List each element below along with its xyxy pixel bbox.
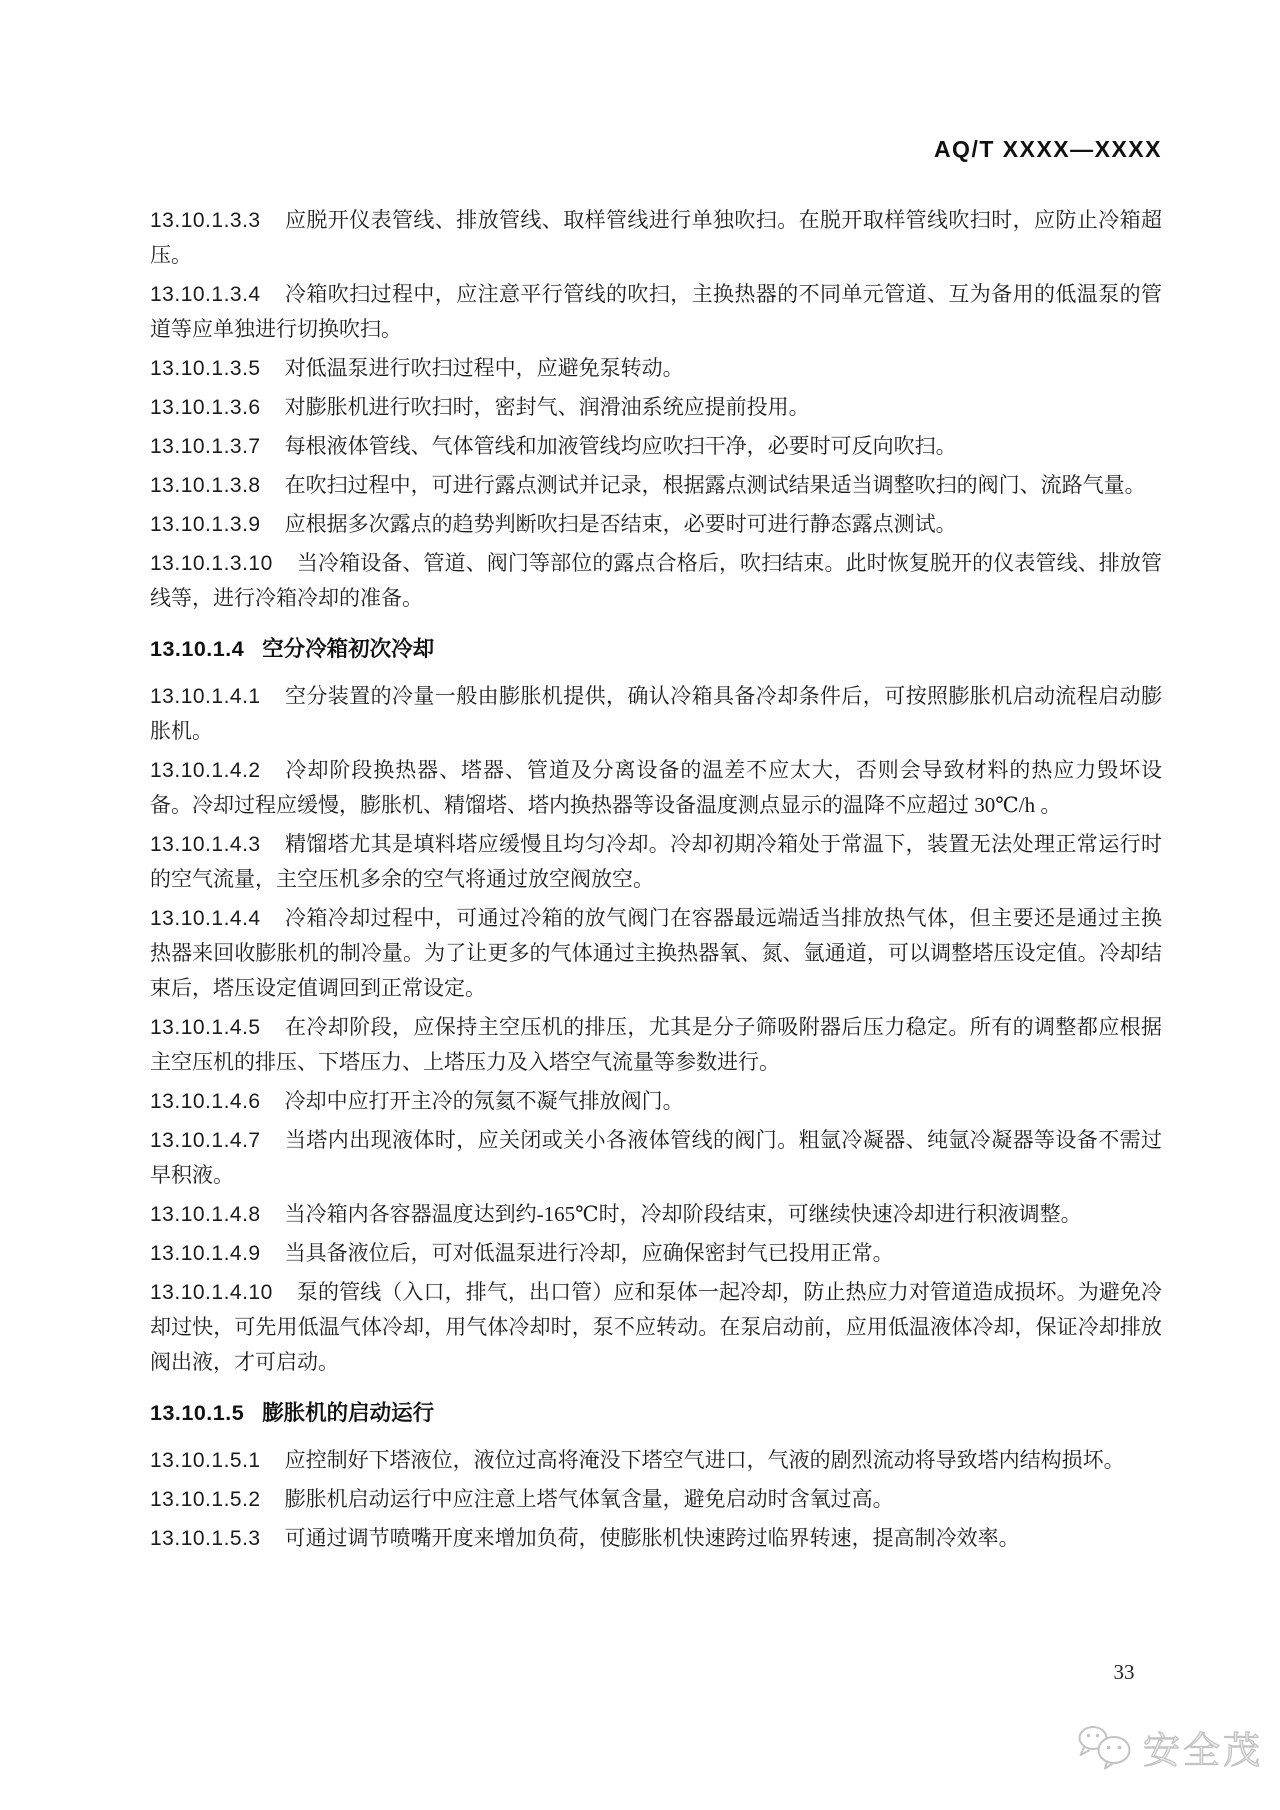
clause-number: 13.10.1.4.9	[150, 1242, 261, 1265]
clause-number: 13.10.1.5	[150, 1401, 245, 1425]
clause-number: 13.10.1.4.7	[150, 1129, 261, 1152]
clause-paragraph	[150, 753, 1162, 823]
document-code-header: AQ/T XXXX—XXXX	[933, 136, 1162, 162]
clause-paragraph	[150, 277, 1162, 347]
clause-text: 空分装置的冷量一般由膨胀机提供，确认冷箱具备冷却条件后，可按照膨胀机启动流程启动膨胀机。	[150, 684, 1162, 743]
heading-text: 膨胀机的启动运行	[262, 1401, 435, 1425]
wechat-logo-icon	[1074, 1723, 1136, 1771]
clause-number: 13.10.1.4.5	[150, 1016, 261, 1039]
clause-number: 13.10.1.5.1	[150, 1449, 261, 1472]
section-heading	[150, 1396, 1162, 1431]
clause-text: 冷箱吹扫过程中，应注意平行管线的吹扫，主换热器的不同单元管道、互为备用的低温泵的管道等应单独进行切换吹扫。	[150, 282, 1162, 341]
page-number: 33	[1113, 1660, 1135, 1684]
clause-number: 13.10.1.3.10	[150, 552, 273, 575]
clause-paragraph	[150, 1521, 1162, 1556]
clause-text: 膨胀机启动运行中应注意上塔气体氧含量，避免启动时含氧过高。	[284, 1487, 894, 1511]
clause-text: 当具备液位后，可对低温泵进行冷却，应确保密封气已投用正常。	[284, 1241, 894, 1265]
clause-text: 冷却中应打开主冷的氖氦不凝气排放阀门。	[284, 1089, 684, 1113]
clause-number: 13.10.1.5.3	[150, 1527, 261, 1550]
clause-text: 当冷箱设备、管道、阀门等部位的露点合格后，吹扫结束。此时恢复脱开的仪表管线、排放管线等，进行冷箱冷却的准备。	[150, 551, 1162, 610]
clause-paragraph	[150, 1482, 1162, 1517]
clause-paragraph	[150, 507, 1162, 542]
clause-text: 应脱开仪表管线、排放管线、取样管线进行单独吹扫。在脱开取样管线吹扫时，应防止冷箱超压。	[150, 208, 1162, 267]
clause-paragraph	[150, 429, 1162, 464]
clause-number: 13.10.1.4.4	[150, 907, 261, 930]
clause-paragraph	[150, 390, 1162, 425]
clause-number: 13.10.1.4.10	[150, 1281, 273, 1304]
watermark-text: 安全茂	[1143, 1730, 1263, 1771]
clause-paragraph	[150, 1275, 1162, 1380]
clause-paragraph	[150, 1123, 1162, 1193]
clause-text: 在吹扫过程中，可进行露点测试并记录，根据露点测试结果适当调整吹扫的阀门、流路气量。	[284, 473, 1146, 497]
clause-text: 应控制好下塔液位，液位过高将淹没下塔空气进口，气液的剧烈流动将导致塔内结构损坏。	[284, 1448, 1125, 1472]
clause-paragraph	[150, 1084, 1162, 1119]
clause-number: 13.10.1.3.9	[150, 513, 261, 536]
clause-paragraph	[150, 546, 1162, 616]
clause-text: 精馏塔尤其是填料塔应缓慢且均匀冷却。冷却初期冷箱处于常温下，装置无法处理正常运行时的空气流量，主空压机多余的空气将通过放空阀放空。	[150, 832, 1162, 891]
clause-text: 泵的管线（入口，排气，出口管）应和泵体一起冷却，防止热应力对管道造成损坏。为避免冷却过快，可先用低温气体冷却，用气体冷却时，泵不应转动。在泵启动前，应用低温液体冷却，保证冷却排放阀出液，才可启动。	[150, 1280, 1162, 1374]
clause-number: 13.10.1.4.6	[150, 1090, 261, 1113]
clause-number: 13.10.1.3.7	[150, 435, 261, 458]
clause-paragraph	[150, 1197, 1162, 1232]
clause-number: 13.10.1.4.2	[150, 759, 261, 782]
clause-text: 当塔内出现液体时，应关闭或关小各液体管线的阀门。粗氩冷凝器、纯氩冷凝器等设备不需过早积液。	[150, 1128, 1162, 1187]
clause-paragraph	[150, 1010, 1162, 1080]
clause-number: 13.10.1.3.3	[150, 209, 261, 232]
clause-number: 13.10.1.5.2	[150, 1488, 261, 1511]
clause-paragraph	[150, 203, 1162, 273]
clause-text: 冷箱冷却过程中，可通过冷箱的放气阀门在容器最远端适当排放热气体，但主要还是通过主换热器来回收膨胀机的制冷量。为了让更多的气体通过主换热器氧、氮、氩通道，可以调整塔压设定值。冷却结束后，塔压设定值调回到正常设定。	[150, 906, 1162, 1000]
clause-number: 13.10.1.4.3	[150, 833, 261, 856]
clause-number: 13.10.1.3.6	[150, 396, 261, 419]
clause-paragraph	[150, 351, 1162, 386]
clause-paragraph	[150, 827, 1162, 897]
clause-number: 13.10.1.3.4	[150, 283, 261, 306]
clause-number: 13.10.1.3.8	[150, 474, 261, 497]
clause-text: 冷却阶段换热器、塔器、管道及分离设备的温差不应太大，否则会导致材料的热应力毁坏设备。冷却过程应缓慢，膨胀机、精馏塔、塔内换热器等设备温度测点显示的温降不应超过 30℃/h 。	[150, 758, 1162, 817]
clause-paragraph	[150, 1236, 1162, 1271]
heading-text: 空分冷箱初次冷却	[262, 637, 435, 661]
document-body	[150, 203, 1162, 1560]
clause-text: 每根液体管线、气体管线和加液管线均应吹扫干净，必要时可反向吹扫。	[284, 434, 957, 458]
clause-number: 13.10.1.3.5	[150, 357, 261, 380]
clause-text: 可通过调节喷嘴开度来增加负荷，使膨胀机快速跨过临界转速，提高制冷效率。	[284, 1526, 1020, 1550]
clause-text: 应根据多次露点的趋势判断吹扫是否结束，必要时可进行静态露点测试。	[284, 512, 957, 536]
section-heading	[150, 632, 1162, 667]
clause-number: 13.10.1.4.1	[150, 685, 261, 708]
clause-text: 当冷箱内各容器温度达到约-165℃时，冷却阶段结束，可继续快速冷却进行积液调整。	[284, 1202, 1082, 1226]
clause-paragraph	[150, 468, 1162, 503]
clause-text: 对低温泵进行吹扫过程中，应避免泵转动。	[284, 356, 684, 380]
clause-paragraph	[150, 901, 1162, 1006]
clause-number: 13.10.1.4.8	[150, 1203, 261, 1226]
watermark	[1074, 1720, 1263, 1774]
clause-text: 在冷却阶段，应保持主空压机的排压，尤其是分子筛吸附器后压力稳定。所有的调整都应根据主空压机的排压、下塔压力、上塔压力及入塔空气流量等参数进行。	[150, 1015, 1162, 1074]
clause-text: 对膨胀机进行吹扫时，密封气、润滑油系统应提前投用。	[284, 395, 810, 419]
clause-number: 13.10.1.4	[150, 637, 245, 661]
clause-paragraph	[150, 1443, 1162, 1478]
clause-paragraph	[150, 679, 1162, 749]
